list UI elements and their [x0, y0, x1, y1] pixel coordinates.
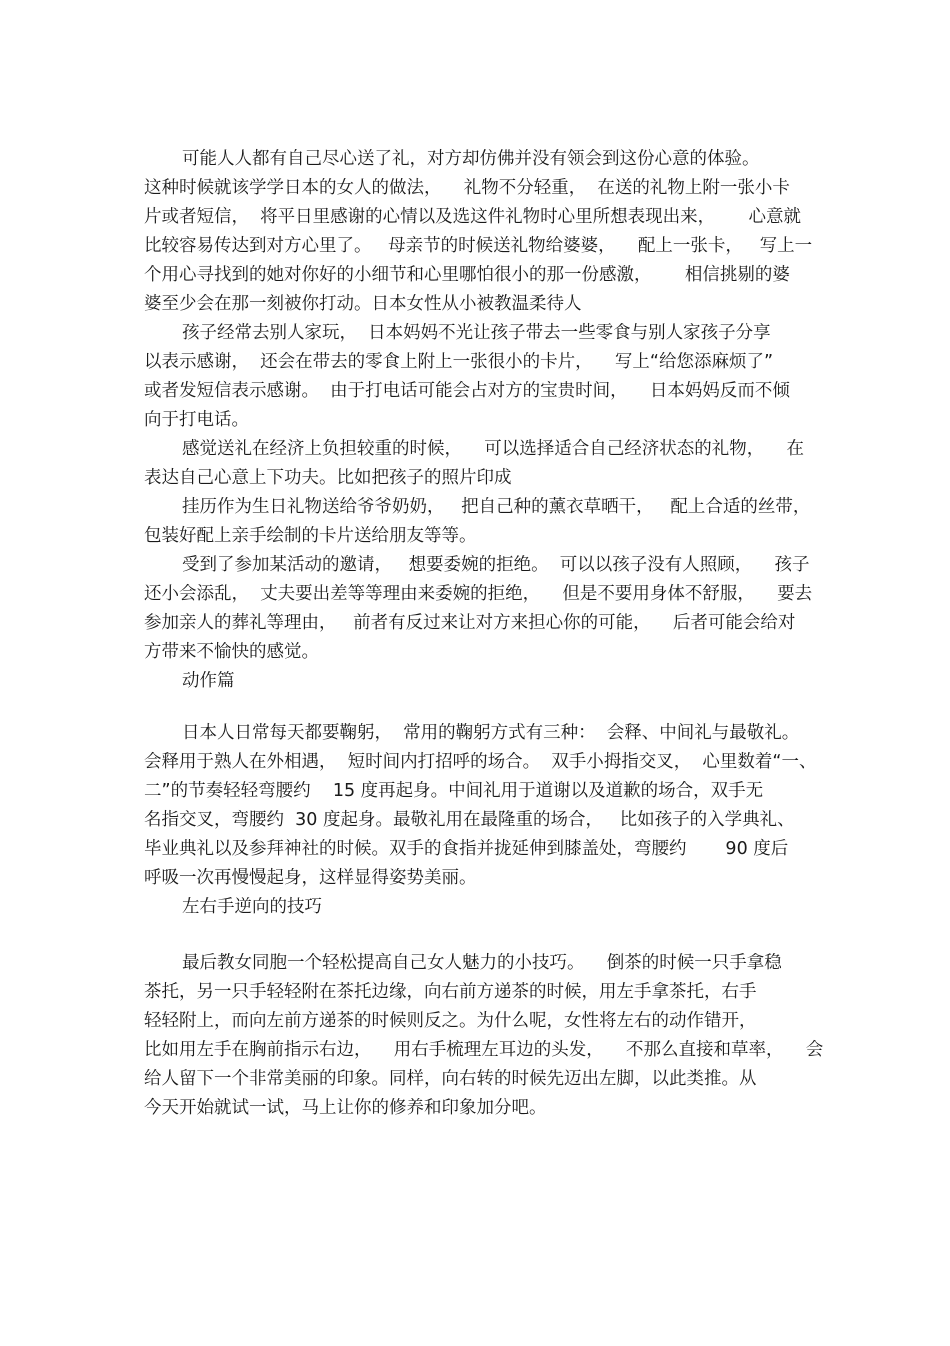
paragraph-line: 会释用于熟人在外相遇， 短时间内打招呼的场合。 双手小拇指交叉， 心里数着“一、 [144, 752, 817, 772]
section-heading-hand-technique: 左右手逆向的技巧 [182, 897, 322, 917]
paragraph-line: 名指交叉，弯腰约 30 度起身。最敬礼用在最隆重的场合， 比如孩子的入学典礼、 [144, 810, 795, 830]
paragraph-line: 呼吸一次再慢慢起身，这样显得姿势美丽。 [144, 868, 477, 888]
paragraph-line: 可能人人都有自己尽心送了礼，对方却仿佛并没有领会到这份心意的体验。 [182, 149, 760, 169]
paragraph-line: 比较容易传达到对方心里了。 母亲节的时候送礼物给婆婆， 配上一张卡， 写上一 [144, 236, 813, 256]
paragraph-line: 日本人日常每天都要鞠躬， 常用的鞠躬方式有三种： 会释、中间礼与最敬礼。 [182, 723, 800, 743]
paragraph-line: 包装好配上亲手绘制的卡片送给朋友等等。 [144, 526, 477, 546]
text-section-tips [144, 949, 824, 1123]
section-heading-actions: 动作篇 [182, 671, 235, 691]
paragraph-line: 方带来不愉快的感觉。 [144, 642, 319, 662]
paragraph-line: 以表示感谢， 还会在带去的零食上附上一张很小的卡片， 写上“给您添麻烦了” [144, 352, 774, 372]
paragraph-line: 毕业典礼以及参拜神社的时候。双手的食指并拢延伸到膝盖处，弯腰约 90 度后 [144, 839, 789, 859]
paragraph-line: 受到了参加某活动的邀请， 想要委婉的拒绝。 可以以孩子没有人照顾， 孩子 [182, 555, 810, 575]
paragraph-line: 孩子经常去别人家玩， 日本妈妈不光让孩子带去一些零食与别人家孩子分享 [182, 323, 771, 343]
paragraph-line: 还小会添乱， 丈夫要出差等等理由来委婉的拒绝， 但是不要用身体不舒服， 要去 [144, 584, 813, 604]
text-section-bowing [144, 719, 824, 922]
paragraph-line: 今天开始就试一试，马上让你的修养和印象加分吧。 [144, 1098, 547, 1118]
paragraph-line: 个用心寻找到的她对你好的小细节和心里哪怕很小的那一份感激， 相信挑剔的婆 [144, 265, 790, 285]
paragraph-line: 参加亲人的葬礼等理由， 前者有反过来让对方来担心你的可能， 后者可能会给对 [144, 613, 796, 633]
paragraph-line: 感觉送礼在经济上负担较重的时候， 可以选择适合自己经济状态的礼物， 在 [182, 439, 804, 459]
paragraph-line: 给人留下一个非常美丽的印象。同样，向右转的时候先迈出左脚，以此类推。从 [144, 1069, 757, 1089]
paragraph-line: 向于打电话。 [144, 410, 249, 430]
paragraph-line: 二”的节奏轻轻弯腰约 15 度再起身。中间礼用于道谢以及道歉的场合，双手无 [144, 781, 764, 801]
paragraph-line: 片或者短信， 将平日里感谢的心情以及选这件礼物时心里所想表现出来， 心意就 [144, 207, 801, 227]
paragraph-line: 最后教女同胞一个轻松提高自己女人魅力的小技巧。 倒茶的时候一只手拿稳 [182, 953, 782, 973]
paragraph-line: 轻轻附上，而向左前方递茶的时候则反之。为什么呢，女性将左右的动作错开， [144, 1011, 757, 1031]
paragraph-line: 婆至少会在那一刻被你打动。日本女性从小被教温柔待人 [144, 294, 582, 314]
paragraph-line: 比如用左手在胸前指示右边， 用右手梳理左耳边的头发， 不那么直接和草率， 会 [144, 1040, 824, 1060]
paragraph-line: 或者发短信表示感谢。 由于打电话可能会占对方的宝贵时间， 日本妈妈反而不倾 [144, 381, 790, 401]
paragraph-line: 这种时候就该学学日本的女人的做法， 礼物不分轻重， 在送的礼物上附一张小卡 [144, 178, 790, 198]
text-section-gifts [144, 145, 824, 696]
paragraph-line: 表达自己心意上下功夫。比如把孩子的照片印成 [144, 468, 512, 488]
paragraph-line: 挂历作为生日礼物送给爷爷奶奶， 把自己种的薰衣草晒干， 配上合适的丝带， [182, 497, 811, 517]
paragraph-line: 茶托，另一只手轻轻附在茶托边缘，向右前方递茶的时候，用左手拿茶托，右手 [144, 982, 757, 1002]
